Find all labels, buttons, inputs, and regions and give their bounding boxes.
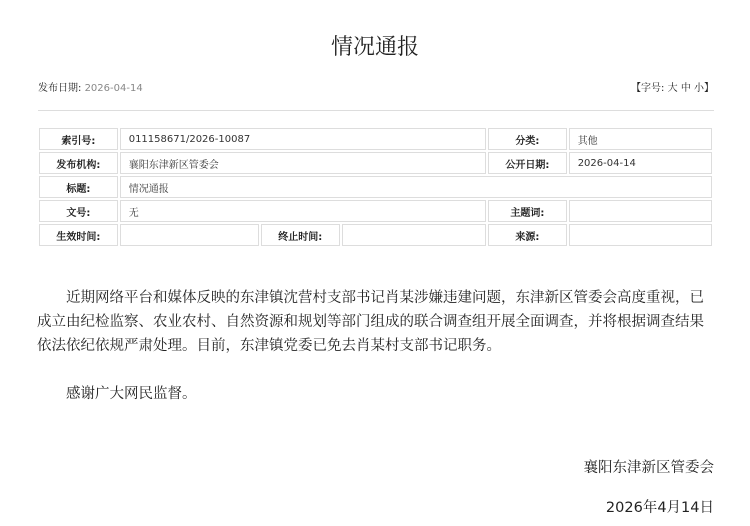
index-value: 011158671/2026-10087	[120, 128, 486, 150]
issuer-label: 发布机构:	[39, 152, 118, 174]
expire-label: 终止时间:	[261, 224, 340, 246]
docno-value: 无	[120, 200, 486, 222]
source-label: 来源:	[488, 224, 567, 246]
publish-bar	[38, 78, 714, 111]
font-size-switcher	[631, 78, 714, 100]
font-size-large-link[interactable]: 大	[667, 83, 678, 94]
category-value: 其他	[569, 128, 712, 150]
meta-row	[39, 128, 712, 150]
meta-row	[39, 152, 712, 174]
docno-label: 文号:	[39, 200, 118, 222]
effective-value	[120, 224, 259, 246]
source-value	[569, 224, 712, 246]
font-size-medium-link[interactable]: 中	[680, 83, 691, 94]
category-label: 分类:	[488, 128, 567, 150]
meta-row	[39, 176, 712, 198]
index-label: 索引号:	[39, 128, 118, 150]
article-body	[37, 286, 714, 406]
font-size-small-link[interactable]: 小	[694, 83, 704, 94]
publish-date-label: 发布日期:	[38, 83, 82, 94]
article-paragraph: 感谢广大网民监督。	[66, 386, 197, 402]
subject-label: 标题:	[39, 176, 118, 198]
meta-row	[39, 224, 712, 246]
open-date-value: 2026-04-14	[569, 152, 712, 174]
topic-label: 主题词:	[488, 200, 567, 222]
sign-date: 2026年4月14日	[605, 500, 714, 516]
publish-date: 2026-04-14	[84, 83, 143, 94]
font-size-close: 】	[704, 83, 714, 94]
meta-row	[39, 200, 712, 222]
font-size-open: 【字号:	[631, 83, 665, 94]
topic-value	[569, 200, 712, 222]
expire-value	[342, 224, 486, 246]
effective-label: 生效时间:	[39, 224, 118, 246]
issuer-value: 襄阳东津新区管委会	[120, 152, 486, 174]
article-paragraph: 近期网络平台和媒体反映的东津镇沈营村支部书记肖某涉嫌违建问题，东津新区管委会高度重视，已成立由纪检监察、农业农村、自然资源和规划等部门组成的联合调查组开展全面调查，并将根据调查结果依法依纪依规严肃处理。目前，东津镇党委已免去肖某村支部书记职务。	[37, 290, 704, 354]
open-date-label: 公开日期:	[488, 152, 567, 174]
subject-value: 情况通报	[120, 176, 712, 198]
page-title: 情况通报	[330, 35, 419, 60]
document-meta-table	[37, 126, 714, 248]
signature: 襄阳东津新区管委会	[583, 460, 714, 476]
